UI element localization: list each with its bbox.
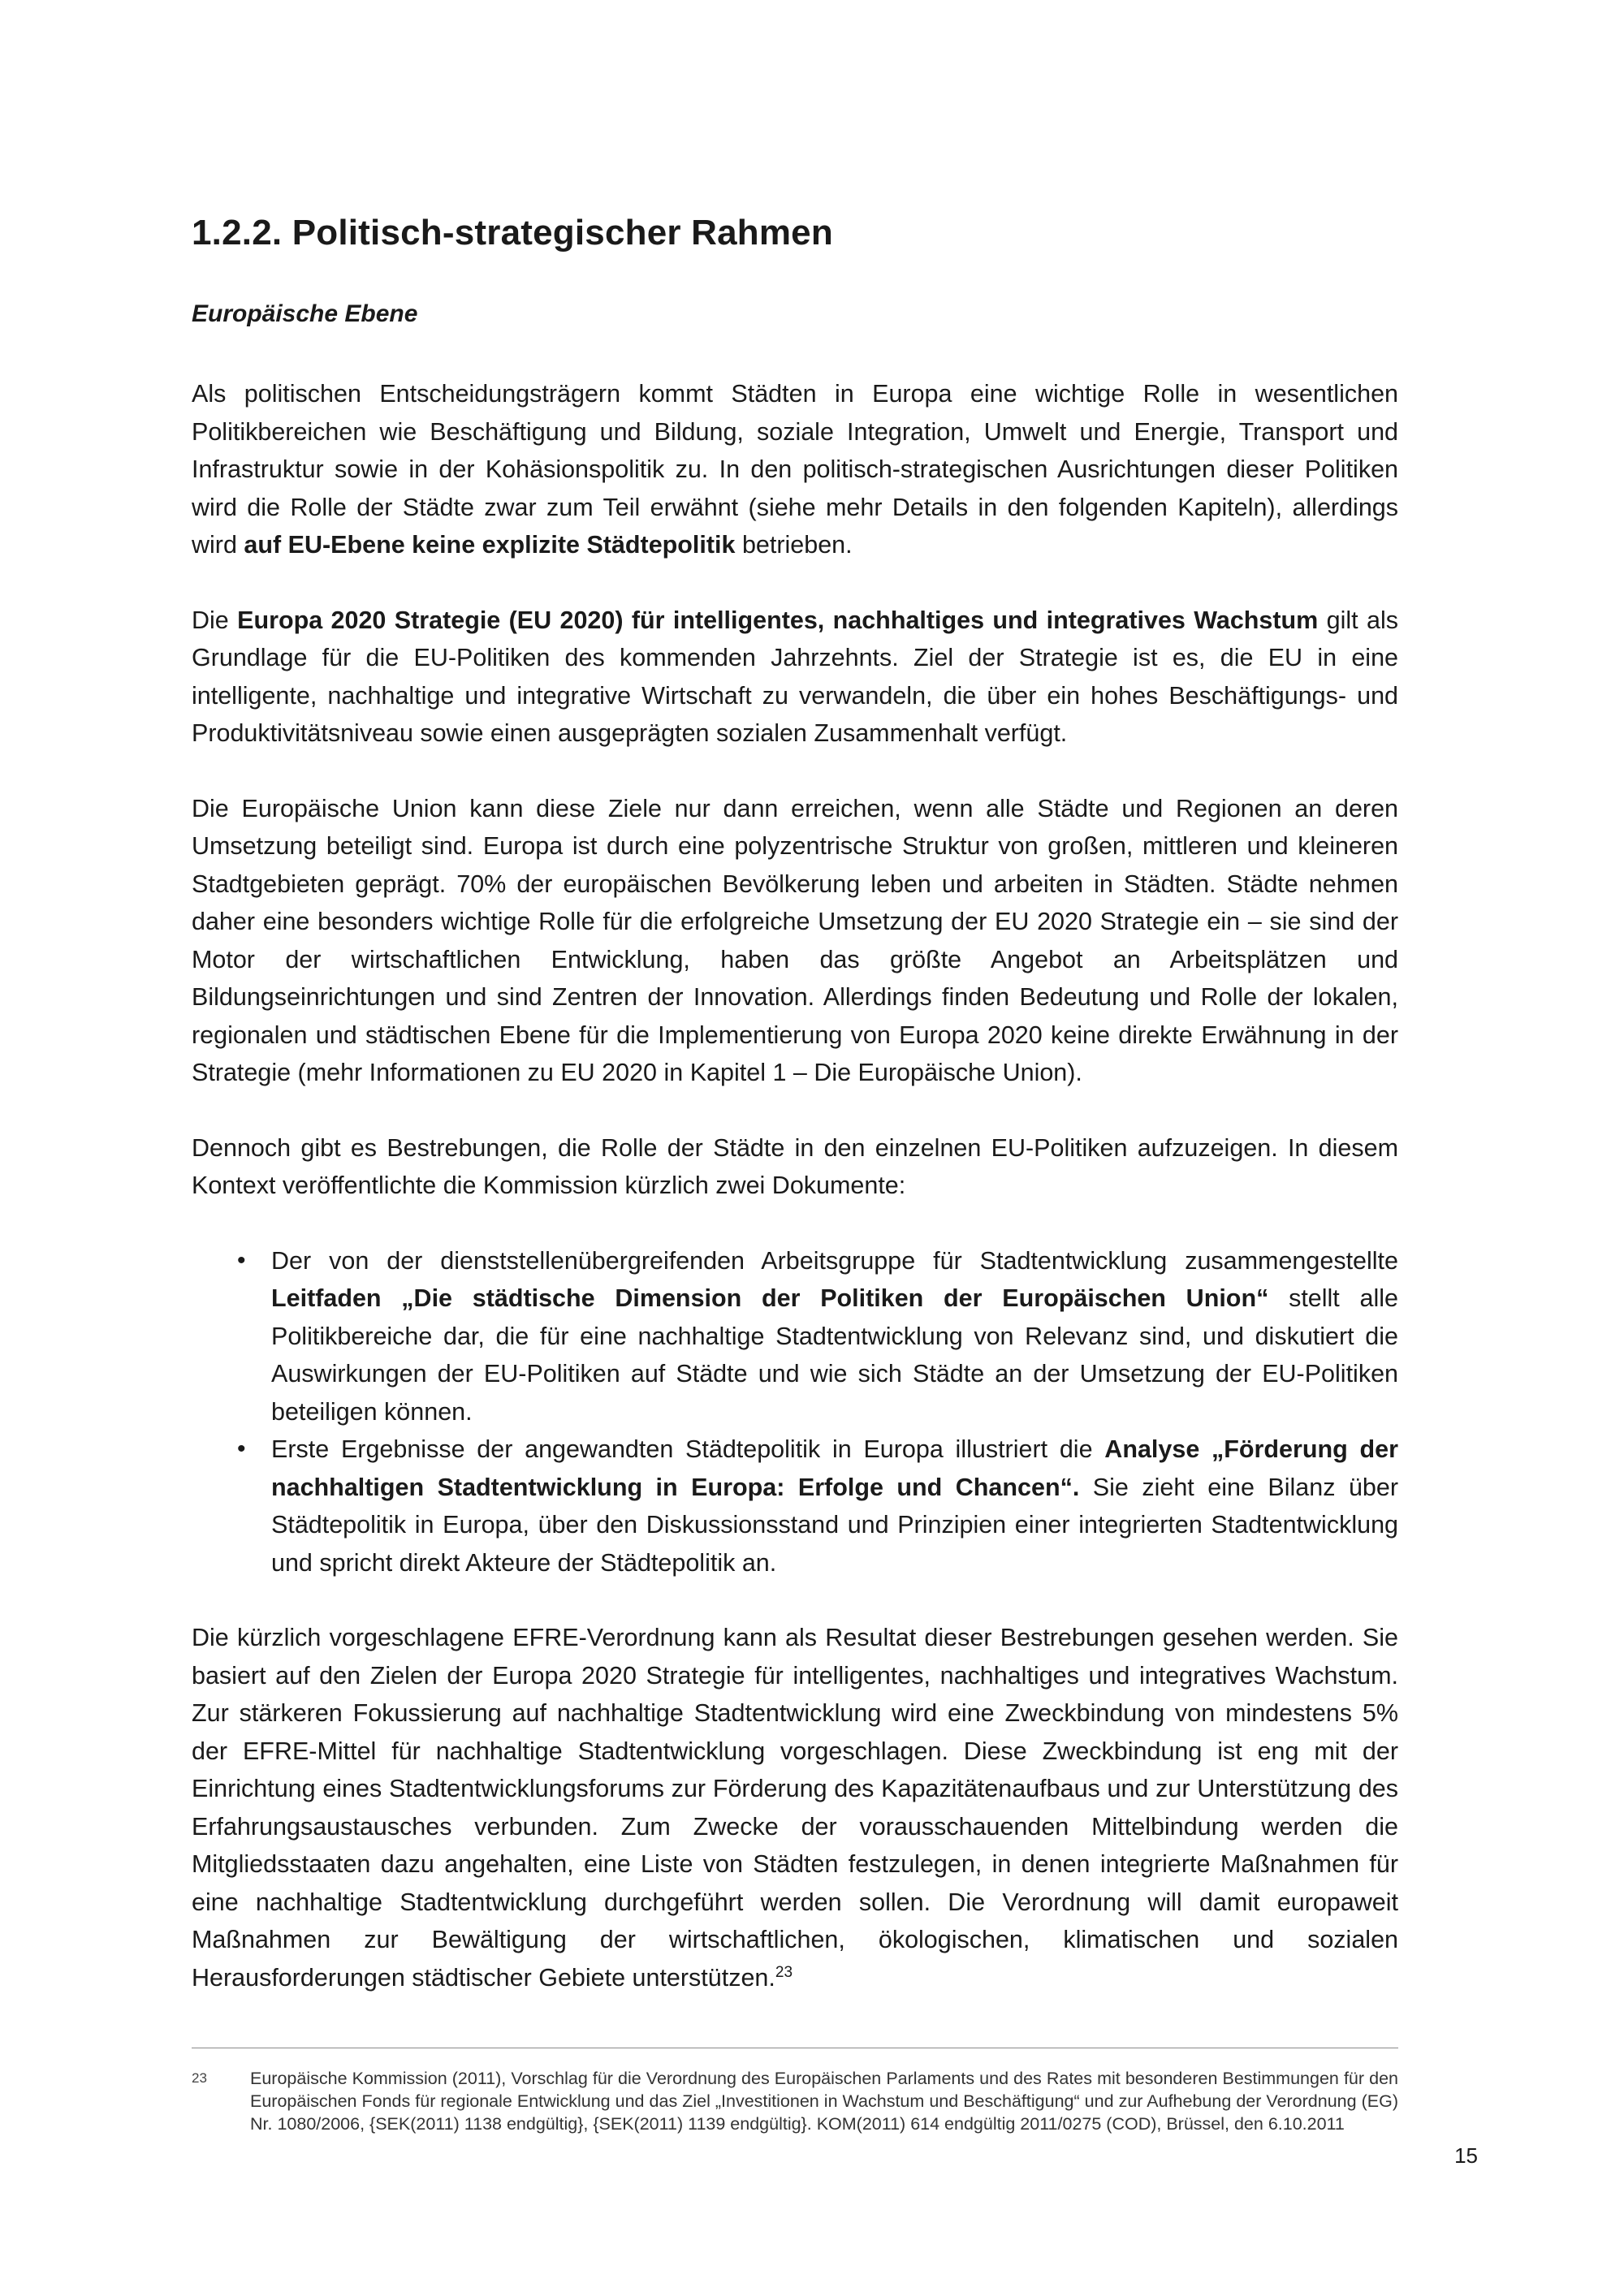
- paragraph-1: Als politischen Entscheidungsträgern kommt Städten in Europa eine wichtige Rolle in wesentlichen Politikbereichen wie Beschäftigung und Bildung, soziale Integration, Umwelt und Energie, Transport und Infrastruktur sowie in der Kohäsionspolitik zu. In den politisch-strategischen Ausrichtungen dieser Politiken wird die Rolle der Städte zwar zum Teil erwähnt (siehe mehr Details in den folgenden Kapiteln), allerdings wird auf EU-Ebene keine explizite Städtepolitik betrieben.: [192, 380, 1398, 559]
- footnote-reference: 23: [775, 1963, 793, 1981]
- footnote-text: Europäische Kommission (2011), Vorschlag für die Verordnung des Europäischen Parlaments und des Rates mit besonderen Bestimmungen für den Europäischen Fonds für regionale Entwicklung und das Ziel „Investitionen in Wachstum und Beschäftigung“ und zur Aufhebung der Verordnung (EG) Nr. 1080/2006, {SEK(2011) 1138 endgültig}, {SEK(2011) 1139 endgültig}. KOM(2011) 614 endgültig 2011/0275 (COD), Brüssel, den 6.10.2011: [250, 2069, 1398, 2134]
- footnote: [192, 2067, 1398, 2135]
- bullet-list: [192, 1242, 1398, 1582]
- list-item: • Erste Ergebnisse der angewandten Städtepolitik in Europa illustriert die Analyse „Förderung der nachhaltigen Stadtentwicklung in Europa: Erfolge und Chancen“. Sie zieht eine Bilanz über Städtepolitik in Europa, über den Diskussionsstand und Prinzipien einer integrierten Stadtentwicklung und spricht direkt Akteure der Städtepolitik an.: [271, 1431, 1398, 1582]
- subsection-heading: Europäische Ebene: [192, 300, 418, 327]
- section-heading: 1.2.2. Politisch-strategischer Rahmen: [192, 213, 833, 252]
- footnote-number: 23: [192, 2070, 207, 2086]
- main-content: [192, 213, 1398, 1996]
- paragraph-4: Dennoch gibt es Bestrebungen, die Rolle der Städte in den einzelnen EU-Politiken aufzuzeigen. In diesem Kontext veröffentlichte die Kommission kürzlich zwei Dokumente:: [192, 1133, 1398, 1199]
- page-number: 15: [1454, 2143, 1478, 2168]
- paragraph-3: Die Europäische Union kann diese Ziele nur dann erreichen, wenn alle Städte und Regionen an deren Umsetzung beteiligt sind. Europa ist durch eine polyzentrische Struktur von großen, mittleren und kleineren Stadtgebieten geprägt. 70% der europäischen Bevölkerung leben und arbeiten in Städten. Städte nehmen daher eine besonders wichtige Rolle für die erfolgreiche Umsetzung der EU 2020 Strategie ein – sie sind der Motor der wirtschaftlichen Entwicklung, haben das größte Angebot an Arbeitsplätzen und Bildungseinrichtungen und sind Zentren der Innovation. Allerdings finden Bedeutung und Rolle der lokalen, regionalen und städtischen Ebene für die Implementierung von Europa 2020 keine direkte Erwähnung in der Strategie (mehr Informationen zu EU 2020 in Kapitel 1 – Die Europäische Union).: [192, 794, 1398, 1086]
- bullet-icon: •: [237, 1435, 246, 1462]
- list-item: • Der von der dienststellenübergreifenden Arbeitsgruppe für Stadtentwicklung zusammengestellte Leitfaden „Die städtische Dimension der Politiken der Europäischen Union“ stellt alle Politikbereiche dar, die für eine nachhaltige Stadtentwicklung von Relevanz sind, und diskutiert die Auswirkungen der EU-Politiken auf Städte und wie sich Städte an der Umsetzung der EU-Politiken beteiligen können.: [271, 1242, 1398, 1431]
- paragraph-5: Die kürzlich vorgeschlagene EFRE-Verordnung kann als Resultat dieser Bestrebungen gesehen werden. Sie basiert auf den Zielen der Europa 2020 Strategie für intelligentes, nachhaltiges und integratives Wachstum. Zur stärkeren Fokussierung auf nachhaltige Stadtentwicklung wird eine Zweckbindung von mindestens 5% der EFRE-Mittel für nachhaltige Stadtentwicklung vorgeschlagen. Diese Zweckbindung ist eng mit der Einrichtung eines Stadtentwicklungsforums zur Förderung des Kapazitätenaufbaus und zur Unterstützung des Erfahrungsaustausches verbunden. Zum Zwecke der vorausschauenden Mittelbindung werden die Mitgliedsstaaten dazu angehalten, eine Liste von Städten festzulegen, in denen integrierte Maßnahmen für eine nachhaltige Stadtentwicklung durchgeführt werden sollen. Die Verordnung will damit europaweit Maßnahmen zur Bewältigung der wirtschaftlichen, ökologischen, klimatischen und sozialen Herausforderungen städtischer Gebiete unterstützen.$^{23}$: [192, 1624, 1398, 1992]
- paragraph-2: Die Europa 2020 Strategie (EU 2020) für intelligentes, nachhaltiges und integratives Wachstum gilt als Grundlage für die EU-Politiken des kommenden Jahrzehnts. Ziel der Strategie ist es, die EU in eine intelligente, nachhaltige und integrative Wirtschaft zu verwandeln, die über ein hohes Beschäftigungs- und Produktivitätsniveau sowie einen ausgeprägten sozialen Zusammenhalt verfügt.: [192, 606, 1398, 747]
- bullet-icon: •: [237, 1246, 246, 1274]
